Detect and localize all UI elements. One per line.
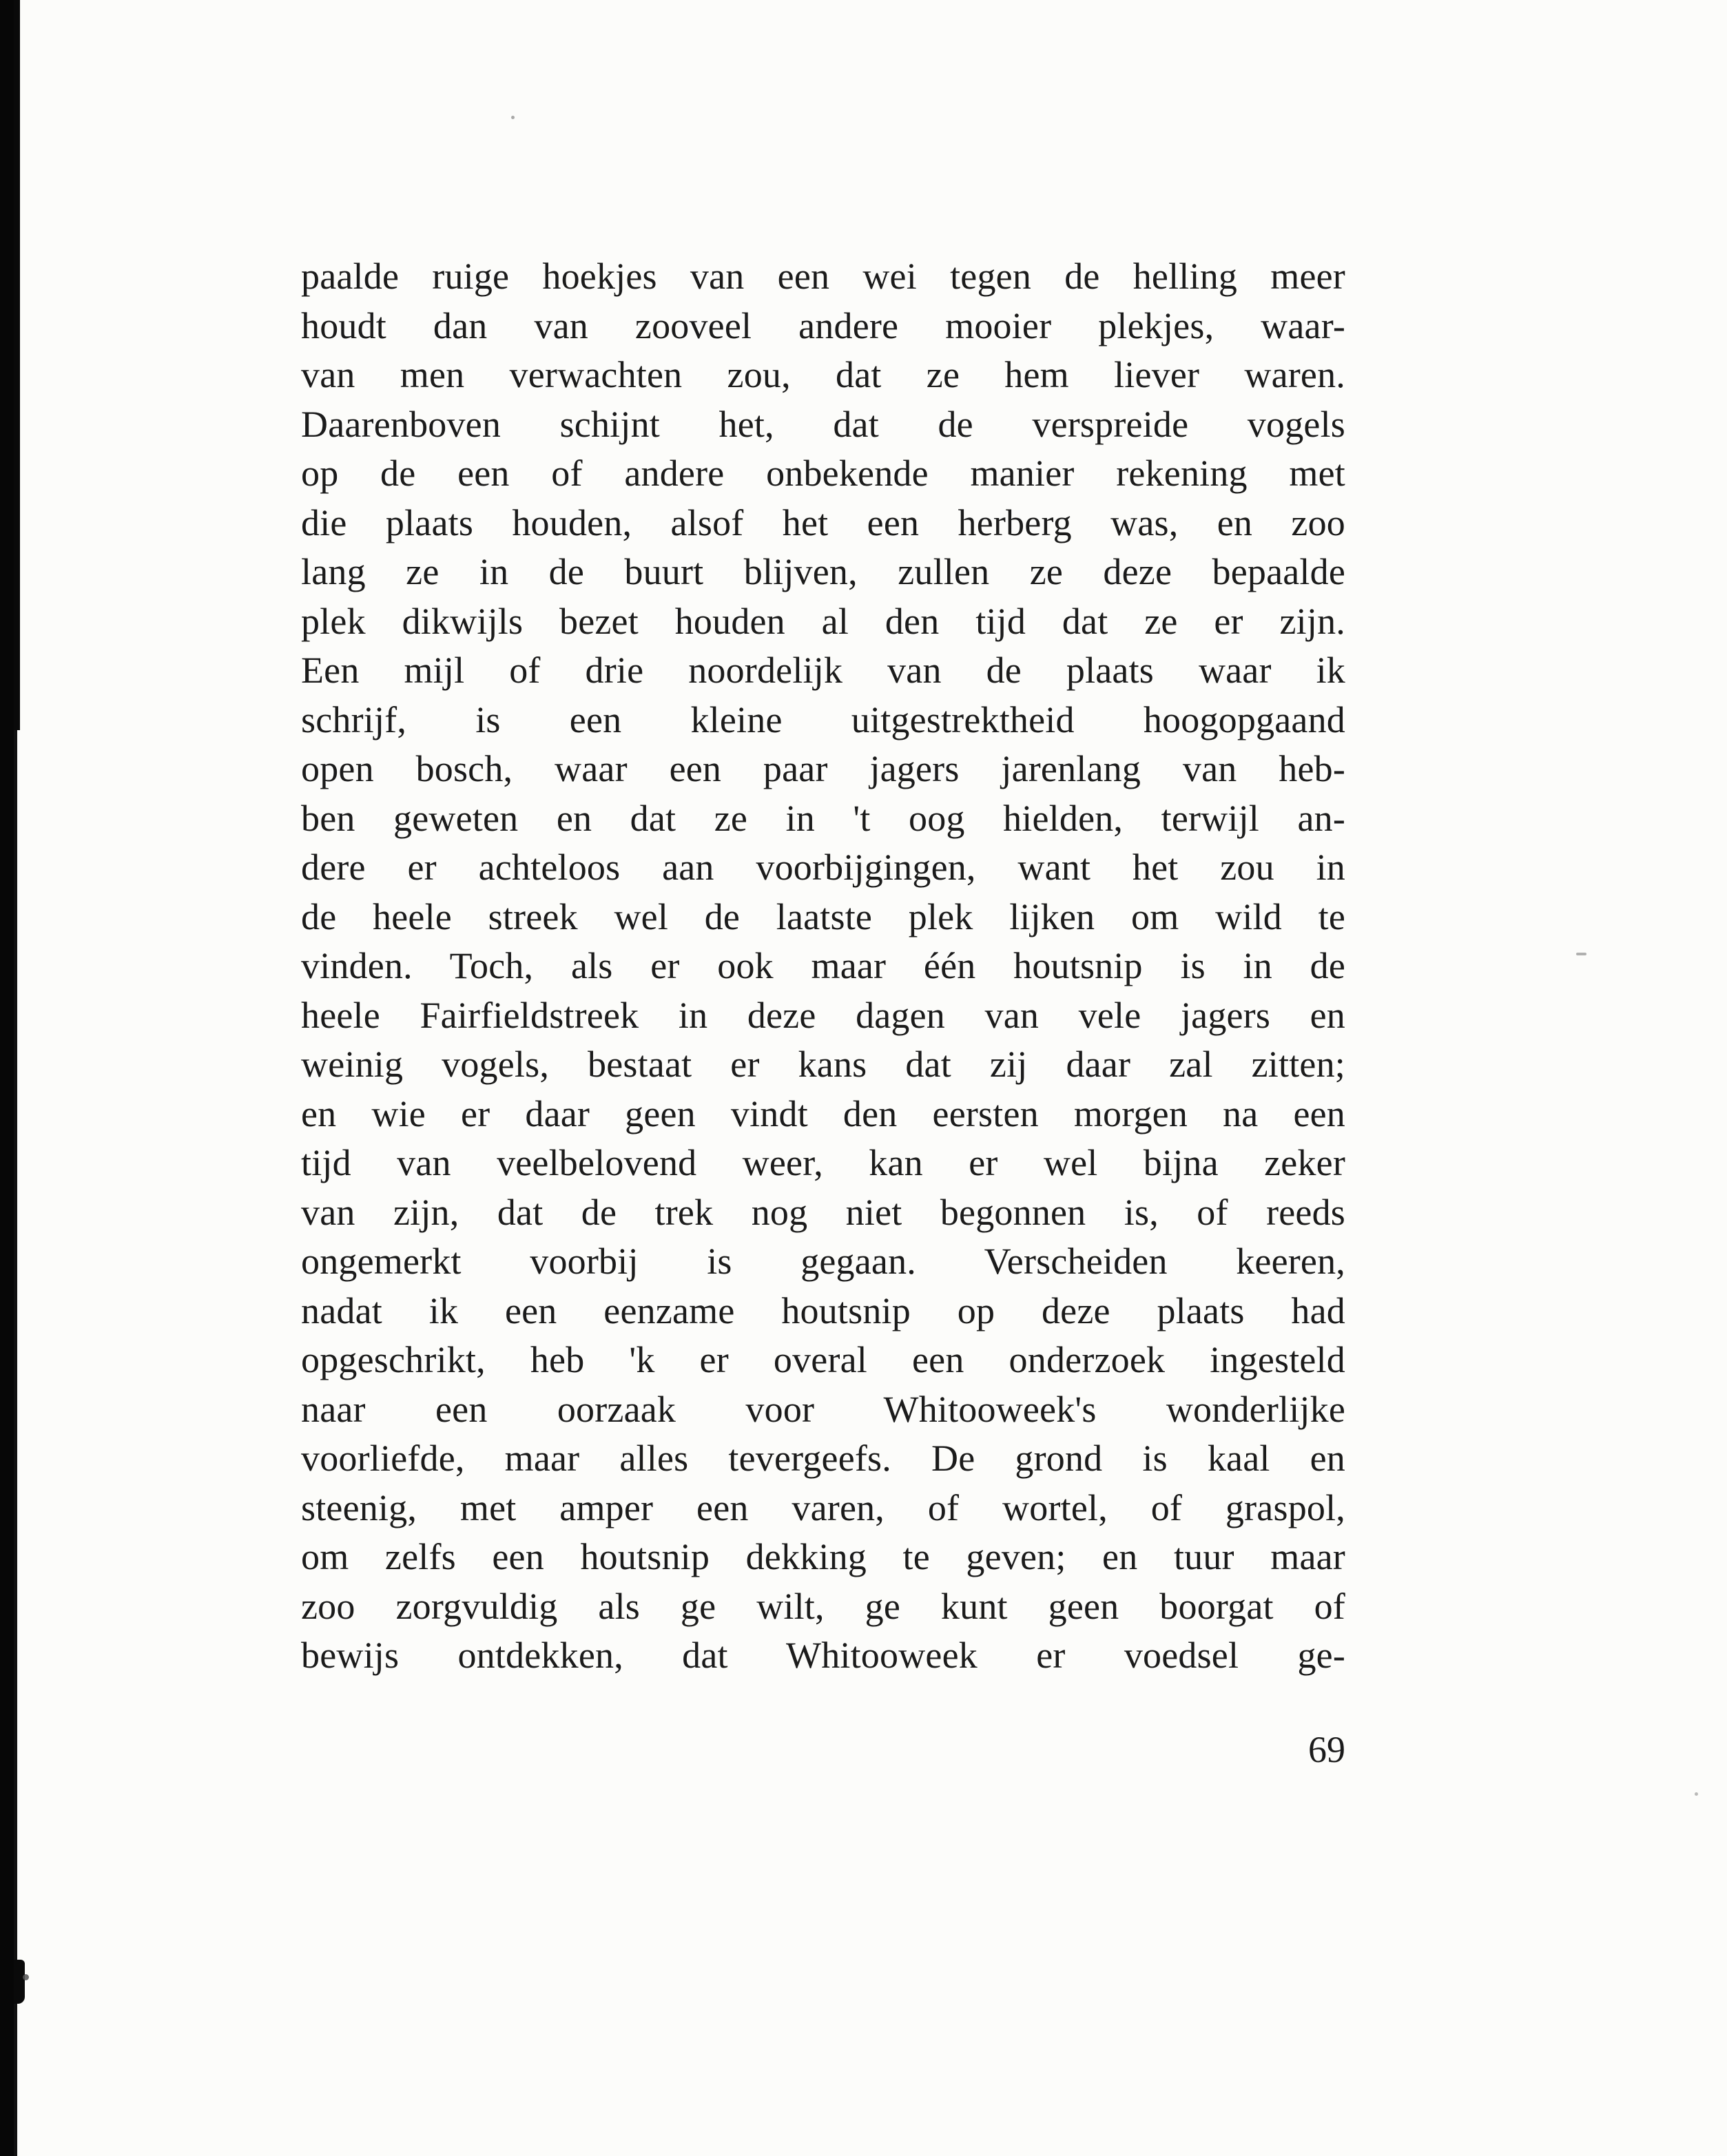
text-line: Daarenboven schijnt het, dat de verspreide vogels bbox=[301, 403, 1345, 445]
text-line: Een mijl of drie noordelijk van de plaats waar ik bbox=[301, 650, 1345, 691]
scan-speck bbox=[23, 1974, 29, 1980]
text-line: vinden. Toch, als er ook maar één houtsnip is in de bbox=[301, 945, 1345, 986]
text-line: lang ze in de buurt blijven, zullen ze deze bepaalde bbox=[301, 551, 1345, 592]
text-line: naar een oorzaak voor Whitooweek's wonderlijke bbox=[301, 1388, 1345, 1430]
text-line: zoo zorgvuldig als ge wilt, ge kunt geen boorgat of bbox=[301, 1585, 1345, 1627]
text-line: en wie er daar geen vindt den eersten morgen na een bbox=[301, 1092, 1345, 1134]
text-line: van men verwachten zou, dat ze hem liever waren. bbox=[301, 354, 1345, 395]
text-line: dere er achteloos aan voorbijgingen, want het zou in bbox=[301, 847, 1345, 888]
text-line: de heele streek wel de laatste plek lijken om wild te bbox=[301, 895, 1345, 937]
page-number: 69 bbox=[1308, 1729, 1345, 1770]
text-line: opgeschrikt, heb 'k er overal een onderzoek ingesteld bbox=[301, 1339, 1345, 1380]
text-line: houdt dan van zooveel andere mooier plekjes, waar- bbox=[301, 304, 1345, 346]
binding-edge-notch bbox=[14, 1960, 25, 2004]
text-line: die plaats houden, alsof het een herberg was, en zoo bbox=[301, 501, 1345, 543]
scan-speck bbox=[1695, 1792, 1698, 1796]
text-line: ongemerkt voorbij is gegaan. Verscheiden keeren, bbox=[301, 1241, 1345, 1282]
text-line: ben geweten en dat ze in 't oog hielden, terwijl an- bbox=[301, 797, 1345, 839]
text-line: tijd van veelbelovend weer, kan er wel bijna zeker bbox=[301, 1142, 1345, 1183]
binding-edge-bar-taper bbox=[14, 730, 17, 2156]
text-line: open bosch, waar een paar jagers jarenlang van heb- bbox=[301, 748, 1345, 789]
text-line: weinig vogels, bestaat er kans dat zij daar zal zitten; bbox=[301, 1044, 1345, 1085]
page-text-block bbox=[301, 252, 1345, 1681]
text-line: voorliefde, maar alles tevergeefs. De grond is kaal en bbox=[301, 1438, 1345, 1479]
text-line: nadat ik een eenzame houtsnip op deze plaats had bbox=[301, 1289, 1345, 1331]
text-line: bewijs ontdekken, dat Whitooweek er voedsel ge- bbox=[301, 1635, 1345, 1676]
text-line: steenig, met amper een varen, of wortel, of graspol, bbox=[301, 1486, 1345, 1528]
scan-speck bbox=[1576, 953, 1586, 955]
text-line: paalde ruige hoekjes van een wei tegen de helling meer bbox=[301, 256, 1345, 297]
text-line: van zijn, dat de trek nog niet begonnen is, of reeds bbox=[301, 1191, 1345, 1233]
text-line: heele Fairfieldstreek in deze dagen van vele jagers en bbox=[301, 994, 1345, 1036]
text-line: op de een of andere onbekende manier rekening met bbox=[301, 453, 1345, 494]
binding-edge-bar bbox=[0, 0, 14, 2156]
binding-edge-bar-upper bbox=[14, 0, 20, 730]
text-line: om zelfs een houtsnip dekking te geven; en tuur maar bbox=[301, 1536, 1345, 1577]
text-line: plek dikwijls bezet houden al den tijd dat ze er zijn. bbox=[301, 600, 1345, 642]
text-line: schrijf, is een kleine uitgestrektheid hoogopgaand bbox=[301, 698, 1345, 740]
scan-speck bbox=[511, 116, 515, 119]
